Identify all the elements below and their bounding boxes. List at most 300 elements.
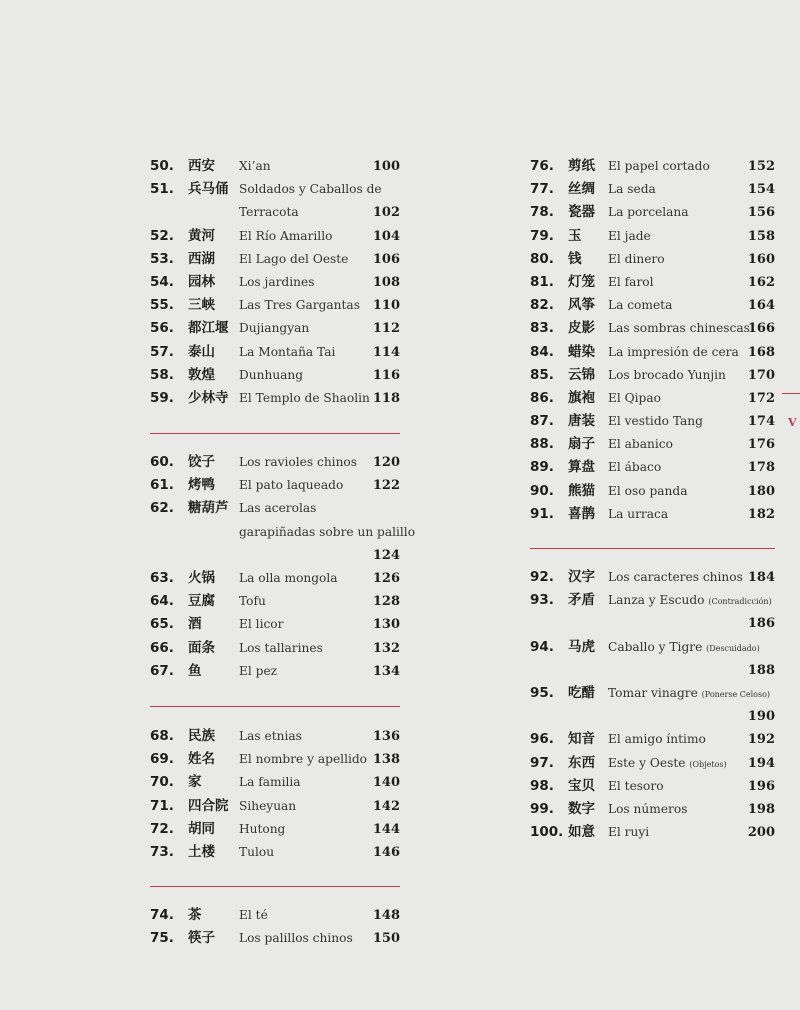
toc-entry[interactable] <box>530 294 775 317</box>
entry-chinese-title: 旗袍 <box>568 389 595 406</box>
entry-chinese-title: 茶 <box>188 907 202 923</box>
entry-spanish-title <box>608 682 770 706</box>
entry-page-number: 176 <box>747 437 775 453</box>
toc-section <box>530 155 775 526</box>
toc-entry[interactable] <box>150 387 400 410</box>
entry-page-number: 142 <box>372 798 400 814</box>
entry-page-number: 100 <box>372 159 400 174</box>
entry-number: 64. <box>150 593 174 610</box>
entry-chinese-title: 瓷器 <box>568 204 595 221</box>
entry-spanish-title <box>239 474 343 497</box>
toc-entry[interactable] <box>150 317 400 340</box>
toc-entry[interactable] <box>530 317 775 340</box>
entry-page-number: 200 <box>747 825 775 841</box>
entry-spanish-text: El licor <box>239 617 284 632</box>
entry-number: 72. <box>150 820 174 837</box>
entry-chinese-title: 东西 <box>568 754 595 771</box>
page-edge-rule <box>782 393 800 394</box>
entry-chinese-title: 风筝 <box>568 297 595 314</box>
toc-entry-line <box>150 927 400 950</box>
entry-spanish-title <box>239 271 314 294</box>
toc-entry[interactable] <box>150 660 400 683</box>
entry-page-number: 120 <box>372 455 400 470</box>
entry-spanish-text: Hutong <box>239 821 286 836</box>
entry-page-number: 144 <box>372 821 400 837</box>
entry-page-number: 184 <box>747 570 775 585</box>
entry-page-number: 192 <box>747 732 775 748</box>
entry-page-number: 180 <box>747 483 775 499</box>
entry-note: (Objetos) <box>689 759 727 769</box>
entry-number: 97. <box>530 754 554 771</box>
toc-entry-line <box>530 178 775 201</box>
entry-chinese-title: 泰山 <box>188 343 215 360</box>
entry-number: 96. <box>530 731 554 748</box>
entry-spanish-title <box>239 567 338 590</box>
toc-entry[interactable] <box>530 410 775 433</box>
entry-page-number: 138 <box>372 752 400 768</box>
toc-entry-line <box>150 155 400 178</box>
entry-chinese-title: 姓名 <box>188 751 215 768</box>
entry-spanish-text: El amigo íntimo <box>608 732 706 747</box>
entry-page-number: 140 <box>372 775 400 791</box>
toc-entry[interactable] <box>530 821 775 844</box>
entry-page-number: 124 <box>372 547 400 563</box>
entry-number: 51. <box>150 181 174 198</box>
toc-entry[interactable] <box>150 248 400 271</box>
toc-entry-line <box>150 725 400 748</box>
entry-spanish-text: Tomar vinagre <box>608 685 698 700</box>
entry-chinese-title: 土楼 <box>188 843 215 860</box>
entry-number: 89. <box>530 459 554 476</box>
toc-entry-line <box>150 613 400 636</box>
toc-entry-line <box>150 818 400 841</box>
entry-chinese-title: 数字 <box>568 800 595 817</box>
entry-number: 53. <box>150 250 174 267</box>
entry-spanish-text: El dinero <box>608 251 665 266</box>
entry-chinese-title: 四合院 <box>188 797 229 814</box>
entry-spanish-text: Caballo y Tigre <box>608 639 703 654</box>
entry-spanish-title <box>608 636 760 660</box>
toc-entry[interactable] <box>150 590 400 613</box>
entry-spanish-text: El papel cortado <box>608 159 710 173</box>
entry-number: 67. <box>150 662 174 679</box>
entry-number: 62. <box>150 500 174 517</box>
entry-spanish-title <box>608 225 651 248</box>
entry-chinese-title: 家 <box>188 774 202 791</box>
entry-spanish-text: El tesoro <box>608 778 664 793</box>
toc-section <box>150 451 416 683</box>
toc-entry[interactable] <box>150 497 416 567</box>
entry-chinese-title: 饺子 <box>188 454 215 470</box>
toc-entry[interactable] <box>150 771 400 794</box>
entry-number: 76. <box>530 158 554 174</box>
toc-entry[interactable] <box>150 637 400 660</box>
entry-number: 77. <box>530 181 554 198</box>
entry-chinese-title: 酒 <box>188 616 202 633</box>
toc-entry-line <box>150 364 400 387</box>
entry-number: 56. <box>150 320 174 337</box>
toc-entry[interactable] <box>150 451 400 474</box>
entry-number: 91. <box>530 505 554 522</box>
toc-entry-line <box>150 201 400 224</box>
entry-spanish-text: Lanza y Escudo <box>608 593 705 608</box>
entry-number: 92. <box>530 569 554 585</box>
toc-entry[interactable] <box>150 795 400 818</box>
toc-entry[interactable] <box>530 271 775 294</box>
entry-spanish-title <box>239 771 301 794</box>
entry-spanish-text: La Montaña Tai <box>239 344 336 359</box>
entry-spanish-title <box>608 566 743 589</box>
entry-page-number: 118 <box>372 390 400 406</box>
entry-number: 54. <box>150 273 174 290</box>
toc-entry-line <box>530 155 775 178</box>
toc-entry[interactable] <box>530 636 775 682</box>
entry-spanish-title <box>608 317 750 340</box>
entry-spanish-text: El pato laqueado <box>239 478 344 493</box>
entry-page-number: 166 <box>747 321 775 337</box>
toc-entry[interactable] <box>530 798 775 821</box>
entry-number: 95. <box>530 684 554 701</box>
entry-chinese-title: 喜鹊 <box>568 505 595 522</box>
toc-entry-line <box>150 225 400 248</box>
entry-spanish-title <box>608 294 672 317</box>
toc-entry-line <box>530 341 775 364</box>
entry-number: 63. <box>150 569 174 586</box>
entry-spanish-text: Tofu <box>239 594 266 609</box>
entry-number: 68. <box>150 728 174 744</box>
toc-entry[interactable] <box>530 503 775 526</box>
toc-entry[interactable] <box>530 480 775 503</box>
entry-spanish-title <box>239 178 382 201</box>
entry-chinese-title: 黄河 <box>188 227 215 244</box>
toc-entry[interactable] <box>530 728 775 751</box>
entry-chinese-title: 灯笼 <box>568 273 595 290</box>
toc-entry[interactable] <box>150 225 400 248</box>
entry-number: 82. <box>530 297 554 314</box>
entry-note: (Ponerse Celoso) <box>701 689 771 699</box>
toc-entry[interactable] <box>530 387 775 410</box>
entry-spanish-title <box>239 387 370 410</box>
entry-chinese-title: 烤鸭 <box>188 477 215 494</box>
entry-page-number: 110 <box>372 298 400 314</box>
entry-number: 81. <box>530 273 554 290</box>
toc-entry[interactable] <box>530 225 775 248</box>
entry-spanish-title <box>608 589 772 613</box>
toc-entry-line <box>150 341 400 364</box>
entry-chinese-title: 云锦 <box>568 366 595 383</box>
entry-spanish-title <box>608 387 661 410</box>
entry-page-number: 104 <box>372 228 400 244</box>
entry-spanish-text: El pez <box>239 663 278 678</box>
entry-spanish-title-cont: Terracota <box>239 205 299 220</box>
entry-spanish-title <box>608 271 654 294</box>
toc-entry[interactable] <box>530 341 775 364</box>
toc-entry-line <box>530 248 775 271</box>
entry-chinese-title: 西湖 <box>188 250 215 267</box>
entry-spanish-text: Los números <box>608 801 688 816</box>
entry-number: 90. <box>530 482 554 499</box>
toc-entry-line <box>150 294 400 317</box>
entry-chinese-title: 筷子 <box>188 930 215 947</box>
toc-entry[interactable] <box>150 927 400 950</box>
entry-spanish-text: El jade <box>608 228 651 243</box>
entry-chinese-title: 丝绸 <box>568 181 595 198</box>
entry-spanish-text: La cometa <box>608 298 673 313</box>
entry-number: 79. <box>530 227 554 244</box>
entry-chinese-title: 兵马俑 <box>188 181 229 198</box>
toc-entry[interactable] <box>150 364 400 387</box>
toc-entry[interactable] <box>150 178 400 224</box>
toc-entry[interactable] <box>530 589 775 635</box>
toc-entry-line <box>530 775 775 798</box>
entry-spanish-title <box>239 364 303 387</box>
toc-entry-line <box>530 636 775 659</box>
toc-section <box>150 155 400 410</box>
entry-spanish-text: Los caracteres chinos <box>608 570 743 584</box>
entry-page-number: 172 <box>747 390 775 406</box>
toc-entry-line <box>530 433 775 456</box>
toc-entry-line <box>530 705 775 728</box>
entry-chinese-title: 豆腐 <box>188 593 215 610</box>
entry-spanish-text: Las acerolas <box>239 501 317 516</box>
entry-chinese-title: 玉 <box>568 227 582 244</box>
section-divider <box>150 706 400 707</box>
entry-number: 84. <box>530 343 554 360</box>
entry-number: 58. <box>150 366 174 383</box>
entry-page-number: 130 <box>372 617 400 633</box>
entry-spanish-title <box>239 660 277 683</box>
toc-entry[interactable] <box>150 155 400 178</box>
entry-number: 70. <box>150 774 174 791</box>
toc-entry[interactable] <box>150 271 400 294</box>
entry-chinese-title: 剪纸 <box>568 158 595 174</box>
entry-number: 85. <box>530 366 554 383</box>
entry-number: 65. <box>150 616 174 633</box>
entry-page-number: 128 <box>372 594 400 610</box>
entry-spanish-title <box>239 613 283 636</box>
toc-entry[interactable] <box>530 682 775 728</box>
entry-spanish-title <box>608 433 673 456</box>
toc-entry-line <box>150 590 400 613</box>
entry-chinese-title: 胡同 <box>188 820 215 837</box>
entry-spanish-title <box>608 341 739 364</box>
toc-entry[interactable] <box>530 364 775 387</box>
entry-number: 93. <box>530 592 554 609</box>
entry-spanish-text: Las sombras chinescas <box>608 321 750 336</box>
toc-entry-line <box>150 795 400 818</box>
entry-page-number: 146 <box>372 844 400 860</box>
entry-spanish-text: La familia <box>239 775 301 790</box>
toc-entry[interactable] <box>150 841 400 864</box>
entry-chinese-title: 扇子 <box>568 436 595 453</box>
toc-entry[interactable] <box>150 613 400 636</box>
toc-entry[interactable] <box>150 567 400 590</box>
entry-number: 99. <box>530 800 554 817</box>
entry-number: 50. <box>150 158 174 174</box>
entry-chinese-title: 蜡染 <box>568 343 595 360</box>
entry-chinese-title: 唐装 <box>568 413 595 430</box>
entry-chinese-title: 少林寺 <box>188 389 229 406</box>
entry-page-number: 168 <box>747 344 775 360</box>
entry-spanish-text: El Lago del Oeste <box>239 251 349 266</box>
toc-entry-line <box>530 410 775 433</box>
toc-entry[interactable] <box>530 178 775 201</box>
entry-page-number: 182 <box>747 506 775 522</box>
entry-page-number: 162 <box>747 274 775 290</box>
entry-spanish-title <box>239 748 367 771</box>
toc-entry[interactable] <box>150 818 400 841</box>
toc-entry[interactable] <box>530 155 775 178</box>
entry-spanish-text: La porcelana <box>608 205 689 220</box>
entry-spanish-title <box>608 178 656 201</box>
entry-spanish-title <box>239 795 296 818</box>
entry-spanish-title <box>239 294 360 317</box>
section-divider <box>150 433 400 434</box>
toc-entry-line <box>150 317 400 340</box>
toc-entry-line <box>530 503 775 526</box>
entry-spanish-text: El ábaco <box>608 460 662 475</box>
entry-page-number: 102 <box>372 205 400 221</box>
entry-number: 75. <box>150 930 174 947</box>
section-divider <box>150 886 400 887</box>
entry-spanish-text: El oso panda <box>608 483 688 498</box>
entry-spanish-text: Este y Oeste <box>608 755 686 770</box>
entry-spanish-text: Dujiangyan <box>239 321 310 336</box>
toc-entry[interactable] <box>530 433 775 456</box>
entry-page-number: 112 <box>372 321 400 337</box>
toc-entry-line <box>530 566 775 589</box>
toc-entry-line <box>530 612 775 635</box>
entry-page-number: 164 <box>747 298 775 314</box>
entry-page-number: 160 <box>747 251 775 267</box>
entry-page-number: 126 <box>372 570 400 586</box>
toc-entry-line <box>530 821 775 844</box>
entry-number: 59. <box>150 389 174 406</box>
toc-entry[interactable] <box>530 248 775 271</box>
entry-chinese-title: 熊猫 <box>568 482 595 499</box>
entry-spanish-text: Dunhuang <box>239 367 304 382</box>
toc-entry-line <box>530 798 775 821</box>
toc-entry-line <box>150 660 400 683</box>
entry-spanish-text: El Qipao <box>608 390 661 405</box>
entry-number: 74. <box>150 907 174 923</box>
entry-number: 61. <box>150 477 174 494</box>
entry-page-number: 106 <box>372 251 400 267</box>
entry-page-number: 174 <box>747 414 775 430</box>
toc-entry-line <box>530 387 775 410</box>
entry-number: 83. <box>530 320 554 337</box>
entry-number: 100. <box>530 824 564 841</box>
toc-entry-line <box>530 201 775 224</box>
entry-spanish-text: El ruyi <box>608 825 650 840</box>
entry-page-number: 114 <box>372 344 400 360</box>
toc-entry-line <box>150 567 400 590</box>
toc-entry-line <box>530 271 775 294</box>
entry-chinese-title: 马虎 <box>568 638 595 655</box>
entry-page-number: 136 <box>372 729 400 744</box>
entry-chinese-title: 民族 <box>188 728 215 744</box>
entry-spanish-title <box>239 841 274 864</box>
entry-spanish-text: El nombre y apellido <box>239 752 367 767</box>
toc-entry[interactable] <box>150 474 400 497</box>
entry-spanish-text: El té <box>239 908 268 922</box>
entry-spanish-text: La impresión de cera <box>608 344 739 359</box>
toc-entry[interactable] <box>150 341 400 364</box>
entry-spanish-text: El Templo de Shaolin <box>239 390 370 405</box>
toc-entry-line <box>150 748 400 771</box>
toc-entry[interactable] <box>530 456 775 479</box>
toc-entry-line <box>150 497 400 520</box>
toc-entry-line <box>530 294 775 317</box>
entry-spanish-title <box>239 818 285 841</box>
entry-spanish-title <box>239 927 353 950</box>
toc-entry-line <box>530 317 775 340</box>
entry-spanish-title <box>239 725 302 748</box>
toc-entry-line <box>530 480 775 503</box>
entry-chinese-title: 西安 <box>188 158 215 174</box>
entry-spanish-title <box>608 456 661 479</box>
entry-spanish-title <box>608 798 687 821</box>
entry-chinese-title: 矛盾 <box>568 592 595 609</box>
entry-spanish-text: La olla mongola <box>239 570 338 585</box>
entry-spanish-text: Los tallarines <box>239 640 323 655</box>
toc-entry[interactable] <box>150 294 400 317</box>
toc-entry[interactable] <box>150 725 400 748</box>
entry-spanish-title <box>608 248 665 271</box>
entry-number: 57. <box>150 343 174 360</box>
entry-spanish-text: Xi’an <box>239 159 271 173</box>
entry-spanish-text: El vestido Tang <box>608 414 703 429</box>
toc-entry-line <box>150 387 400 410</box>
section-divider <box>530 548 775 549</box>
entry-chinese-title: 钱 <box>568 250 582 267</box>
entry-page-number: 156 <box>747 205 775 221</box>
entry-number: 71. <box>150 797 174 814</box>
entry-chinese-title: 宝贝 <box>568 777 595 794</box>
entry-chinese-title: 火锅 <box>188 569 215 586</box>
toc-entry-line <box>530 659 775 682</box>
toc-section <box>530 566 775 844</box>
toc-entry[interactable] <box>530 566 775 589</box>
entry-spanish-title <box>608 775 664 798</box>
toc-entry-line <box>530 225 775 248</box>
entry-chinese-title: 面条 <box>188 639 215 656</box>
entry-chinese-title: 鱼 <box>188 662 202 679</box>
entry-number: 66. <box>150 639 174 656</box>
toc-entry[interactable] <box>530 201 775 224</box>
entry-number: 55. <box>150 297 174 314</box>
entry-note: (Descuidado) <box>706 643 760 653</box>
toc-entry-line <box>530 728 775 751</box>
entry-number: 69. <box>150 751 174 768</box>
toc-section <box>150 725 400 864</box>
toc-entry[interactable] <box>530 775 775 798</box>
page-edge-marker: V <box>788 416 797 429</box>
entry-spanish-text: Las etnias <box>239 729 302 743</box>
entry-spanish-title <box>608 201 689 224</box>
toc-entry[interactable] <box>530 752 775 775</box>
entry-spanish-text: Soldados y Caballos de <box>239 182 382 197</box>
entry-spanish-title <box>239 155 271 178</box>
toc-entry-line <box>150 904 400 927</box>
entry-spanish-text: Tulou <box>239 844 275 859</box>
toc-entry-line <box>530 456 775 479</box>
toc-entry[interactable] <box>150 748 400 771</box>
entry-chinese-title: 三峡 <box>188 297 215 314</box>
entry-page-number: 122 <box>372 478 400 494</box>
entry-page-number: 148 <box>372 908 400 923</box>
toc-entry[interactable] <box>150 904 400 927</box>
